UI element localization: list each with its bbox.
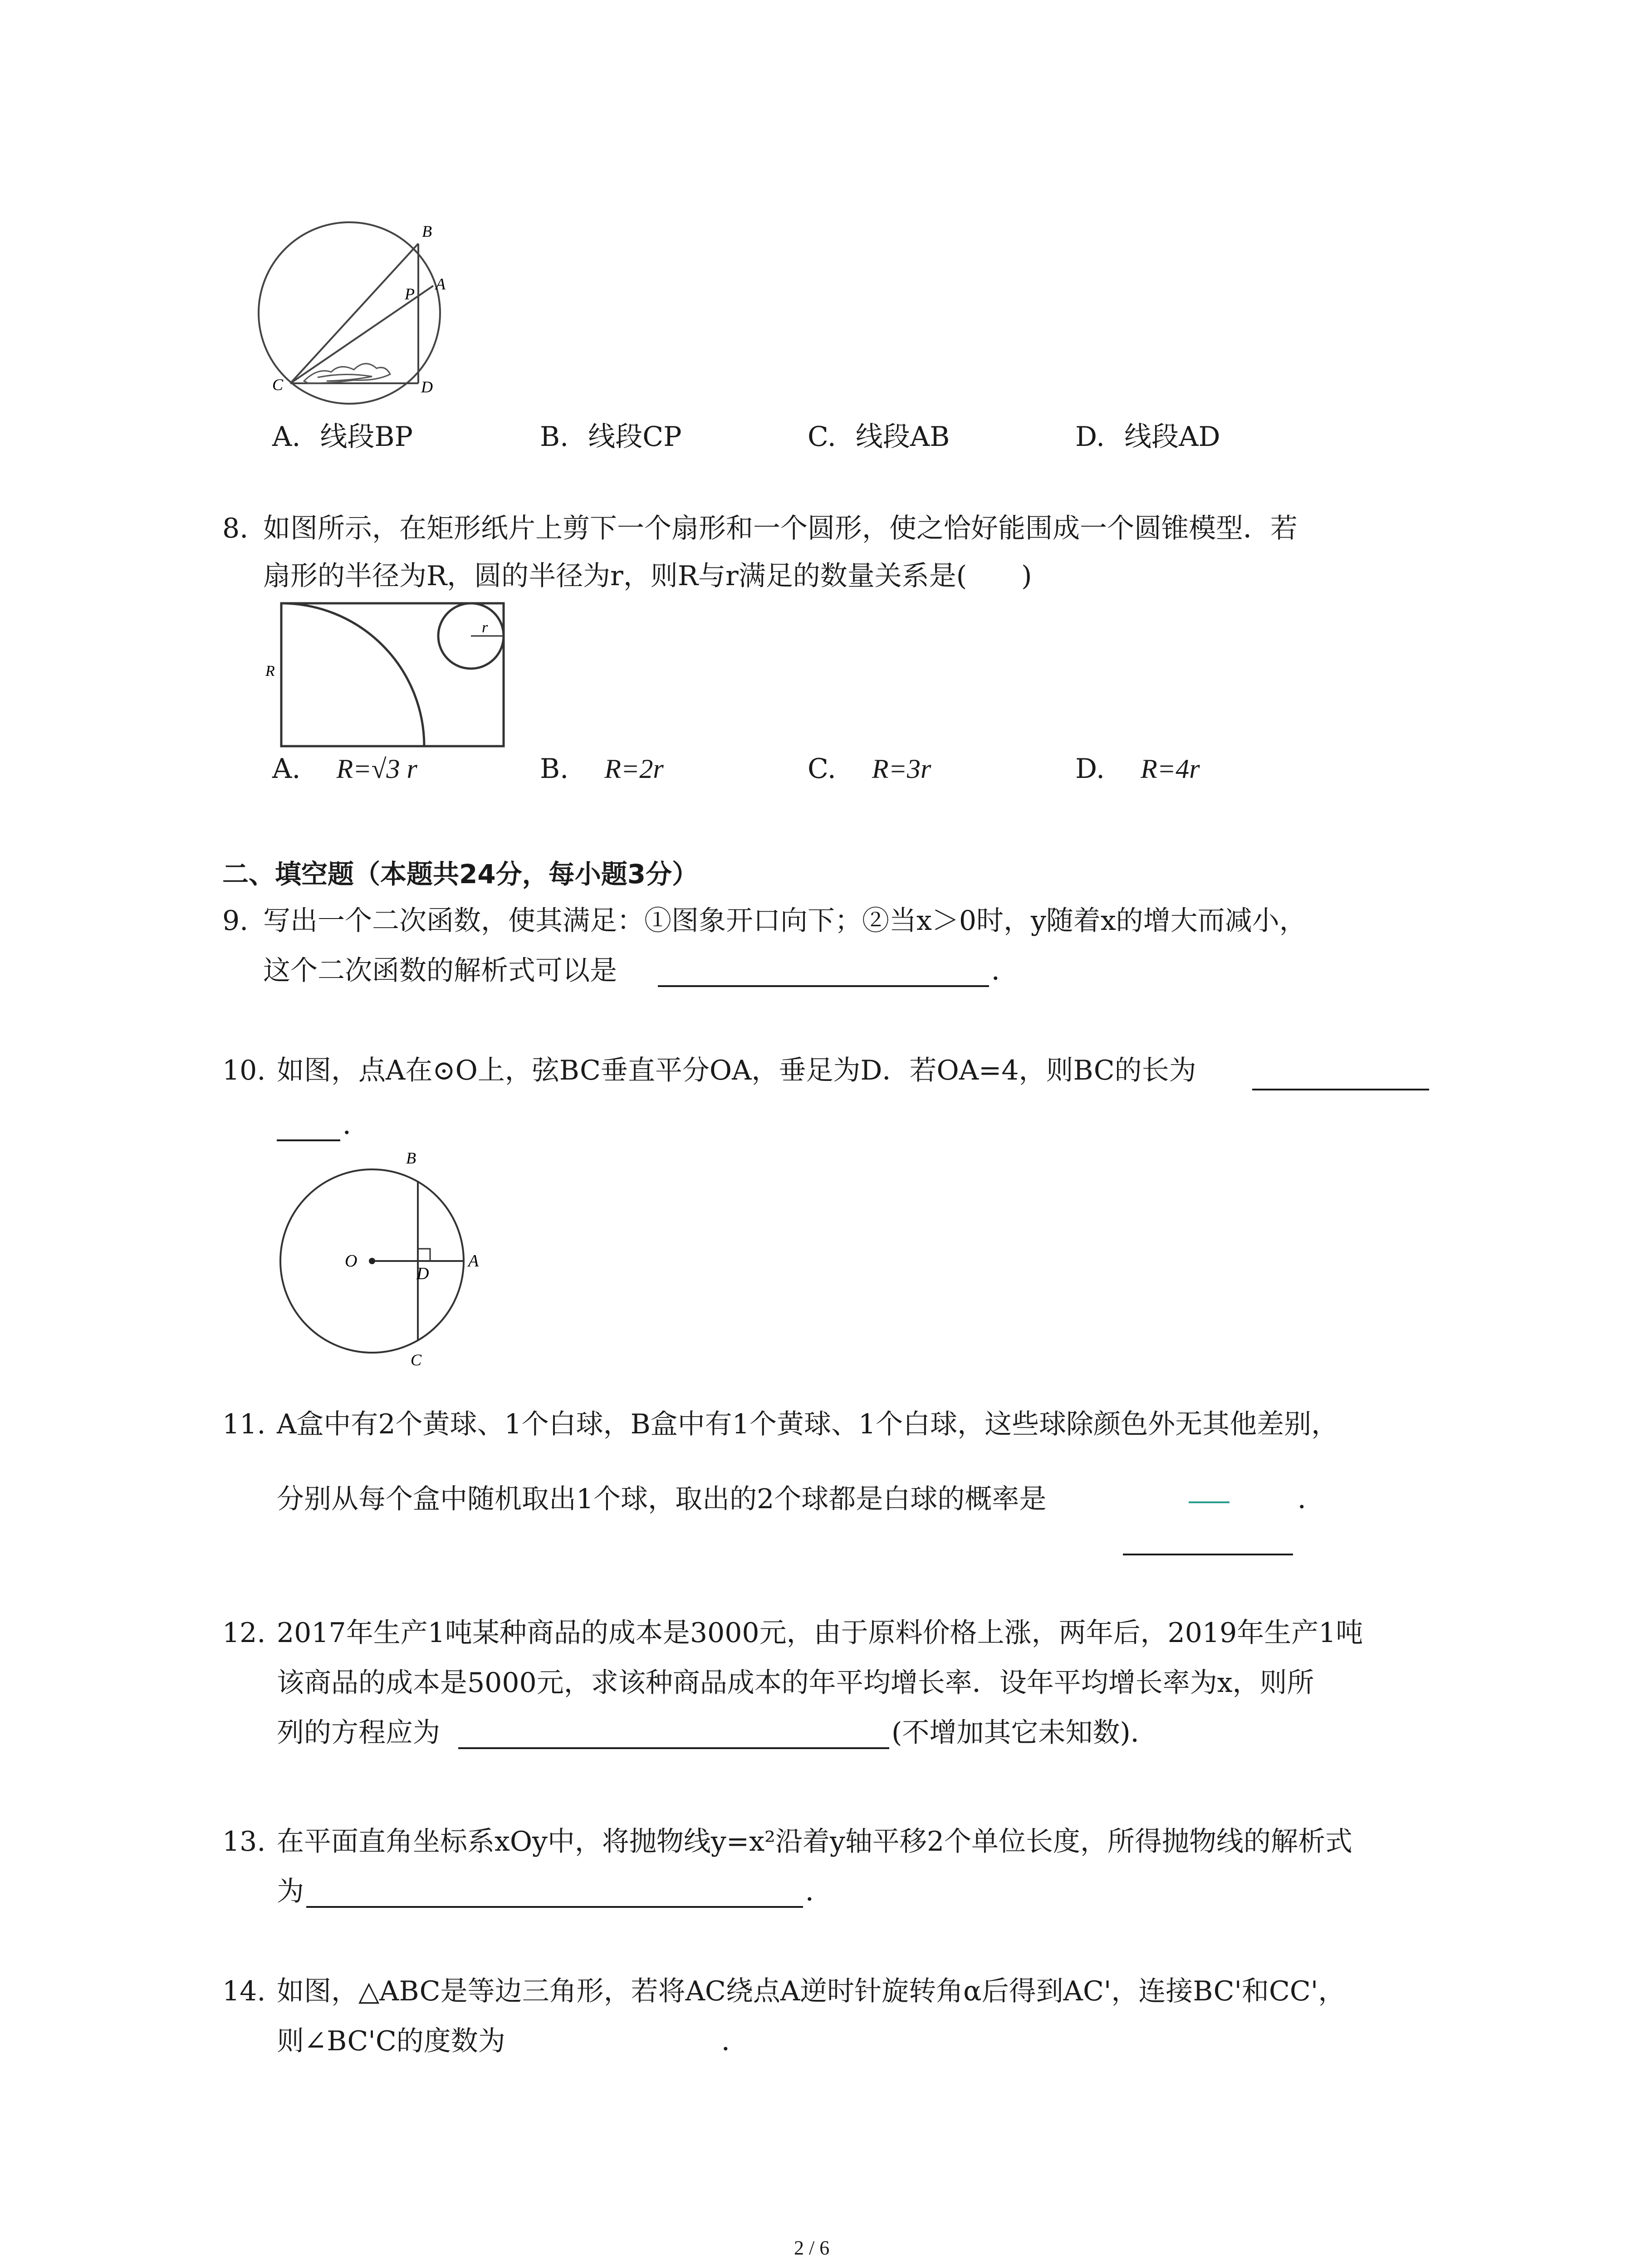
q10-label-b: B	[406, 1149, 416, 1167]
option-letter: C.	[808, 421, 836, 453]
q9-line-1: 写出一个二次函数，使其满足：①图象开口向下；②当x＞0时，y随着x的增大而减小，	[263, 905, 1307, 937]
q10-number: 10.	[222, 1055, 266, 1086]
q13-line-1: 在平面直角坐标系xOy中，将抛物线y=x²沿着y轴平移2个单位长度，所得抛物线的解析式	[277, 1826, 1353, 1857]
q7-label-a: A	[436, 275, 446, 293]
option-text: R=2r	[604, 754, 664, 784]
q14-number: 14.	[222, 1975, 266, 2007]
q14-line-2: 则∠BC'C的度数为	[277, 2025, 505, 2057]
q14-answer-blank[interactable]	[526, 2028, 717, 2059]
option-letter: B.	[540, 753, 569, 785]
page-number: 2 / 6	[794, 2237, 830, 2259]
q10-label-d: D	[416, 1264, 429, 1283]
q13-line-2: 为	[277, 1876, 304, 1907]
q7-label-c: C	[272, 376, 284, 394]
option-text: 线段CP	[588, 421, 682, 453]
q10-label-c: C	[411, 1351, 422, 1369]
q12-line-3-end: (不增加其它未知数)．	[892, 1717, 1158, 1749]
option-letter: D.	[1075, 421, 1105, 453]
q8-line-1: 如图所示，在矩形纸片上剪下一个扇形和一个圆形，使之恰好能围成一个圆锥模型．若	[263, 513, 1298, 544]
q14-line-1: 如图，△ABC是等边三角形，若将AC绕点A逆时针旋转角α后得到AC'，连接BC'和CC'，	[277, 1975, 1346, 2007]
q7-option-d	[1075, 415, 1220, 454]
q7-option-b	[540, 415, 682, 454]
q11-line-2: 分别从每个盒中随机取出1个球，取出的2个球都是白球的概率是	[277, 1483, 1047, 1515]
section-heading: 二、填空题（本题共24分，每小题3分）	[222, 859, 699, 890]
q8-number: 8.	[222, 513, 249, 544]
q8-figure	[259, 599, 513, 753]
option-text: R=4r	[1141, 754, 1200, 784]
q13-answer-blank[interactable]	[306, 1906, 803, 1908]
option-letter: A.	[272, 421, 301, 453]
q10-answer-blank-2[interactable]	[277, 1139, 340, 1141]
q8-label-r-lower: r	[482, 619, 488, 636]
q10-label-o: O	[345, 1251, 358, 1271]
q8-option-b	[540, 753, 664, 785]
q9-end: ．	[991, 955, 1019, 987]
q13-end: ．	[805, 1876, 833, 1907]
q7-option-c	[808, 415, 950, 454]
q9-line-2: 这个二次函数的解析式可以是	[263, 955, 617, 987]
q12-answer-blank[interactable]	[458, 1747, 889, 1749]
q14-end: ．	[721, 2025, 749, 2057]
q12-line-3: 列的方程应为	[277, 1717, 440, 1749]
q10-figure	[272, 1143, 490, 1370]
q11-end: ．	[1298, 1483, 1325, 1515]
q8-label-r-upper: R	[265, 663, 275, 679]
q7-label-p: P	[405, 285, 415, 303]
q7-label-b: B	[422, 222, 432, 240]
q11-line-1: A盒中有2个黄球、1个白球，B盒中有1个黄球、1个白球，这些球除颜色外无其他差别，	[277, 1408, 1339, 1440]
option-letter: D.	[1075, 753, 1105, 785]
q12-line-1: 2017年生产1吨某种商品的成本是3000元，由于原料价格上涨，两年后，2019年生产1吨	[277, 1617, 1363, 1649]
q11-answer-blank[interactable]	[1123, 1554, 1293, 1555]
option-letter: C.	[808, 753, 836, 785]
q9-answer-blank[interactable]	[658, 985, 989, 987]
q8-option-a	[272, 753, 417, 785]
option-letter: B.	[540, 421, 569, 453]
q10-end: ．	[343, 1109, 370, 1141]
option-text: R=√3 r	[336, 754, 417, 784]
q8-line-2: 扇形的半径为R，圆的半径为r，则R与r满足的数量关系是( )	[263, 560, 1032, 592]
q8-option-c	[808, 753, 931, 785]
option-text: 线段AB	[855, 421, 950, 453]
q10-answer-blank-1[interactable]	[1252, 1089, 1429, 1090]
q7-label-d: D	[421, 378, 433, 396]
q12-number: 12.	[222, 1617, 266, 1649]
q7-figure	[254, 209, 490, 408]
q11-fraction-bar	[1189, 1501, 1230, 1503]
q12-line-2: 该商品的成本是5000元，求该种商品成本的年平均增长率．设年平均增长率为x，则所	[277, 1667, 1314, 1699]
option-letter: A.	[272, 753, 301, 785]
option-text: R=3r	[872, 754, 931, 784]
q10-label-a: A	[468, 1251, 479, 1271]
option-text: 线段BP	[320, 421, 413, 453]
q11-number: 11.	[222, 1408, 266, 1440]
q10-line-1: 如图，点A在⊙O上，弦BC垂直平分OA，垂足为D．若OA=4，则BC的长为	[277, 1055, 1196, 1086]
q7-option-a	[272, 415, 413, 454]
q8-option-d	[1075, 753, 1200, 785]
option-text: 线段AD	[1124, 421, 1220, 453]
q9-number: 9.	[222, 905, 249, 937]
q13-number: 13.	[222, 1826, 266, 1857]
